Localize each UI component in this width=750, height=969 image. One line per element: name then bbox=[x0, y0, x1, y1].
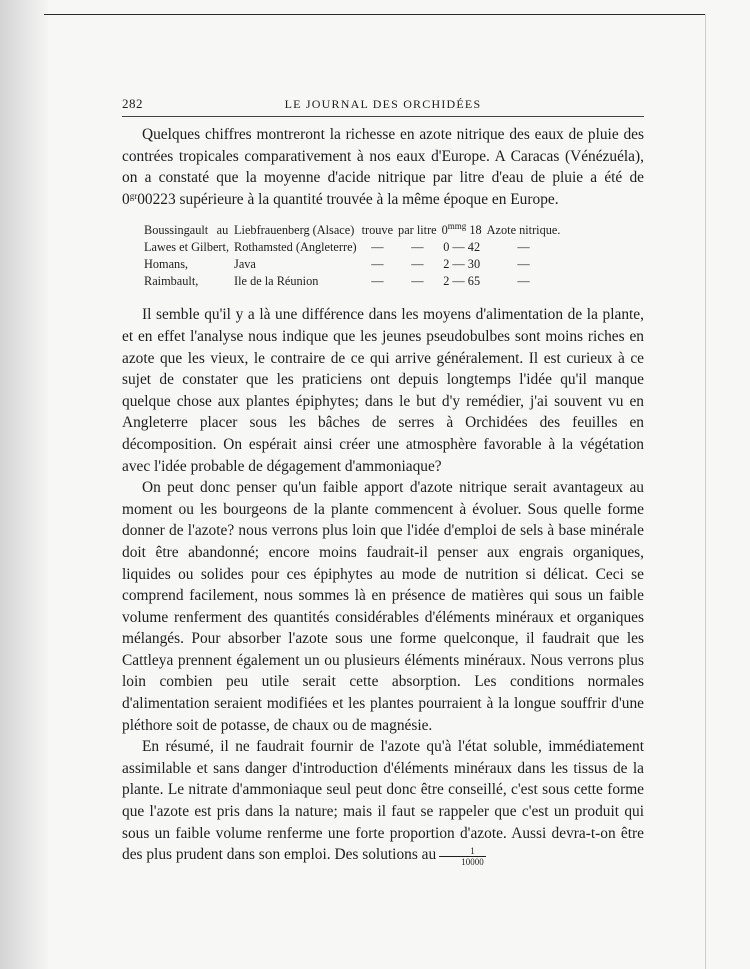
table-row bbox=[144, 222, 565, 239]
table-cell-c1: — bbox=[371, 240, 384, 255]
last-paragraph-text: En résumé, il ne faudrait fournir de l'azote qu'à l'état soluble, immédiatement assimilable et sans danger d'introduction d'éléments minéraux dans les tissus de la plante. Le nitrate d'ammoniaque seul peut donc être conseillé, c'est sous cette forme que l'azote est pris dans la nature; mais il faut se rappeler que c'est un produit qui sous un faible volume renferme une forte proportion d'azote. Aussi devra-t-on être des plus prudent dans son emploi. Des solutions au bbox=[122, 738, 644, 864]
intro-paragraph bbox=[122, 124, 644, 210]
page-body bbox=[122, 124, 644, 867]
body-paragraph: Il semble qu'il y a là une différence dans les moyens d'alimentation de la plante, et en effet l'analyse nous indique que les jeunes pseudobulbes sont moins riches en azote que les vieux, le contraire de ce qui arrive généralement. Il est curieux à ce sujet de constater que les praticiens ont depuis longtemps l'idée qu'il manque quelque chose aux plantes épiphytes; dans le but d'y remédier, j'ai souvent vu en Angleterre placer sous les bâches de serres à Orchidées des feuilles en décomposition. On espérait ainsi créer une atmosphère favorable à la végétation avec l'idée probable de dégagement d'ammoniaque? bbox=[122, 306, 644, 475]
table-cell-value: 0 — 42 bbox=[443, 240, 481, 255]
scan-edge-shadow bbox=[0, 0, 48, 969]
fraction-denominator: 10000 bbox=[461, 857, 484, 868]
scan-right-edge bbox=[705, 14, 706, 969]
body-paragraph: On peut donc penser qu'un faible apport d'azote nitrique serait avantageux au moment ou les bourgeons de la plante commencent à évoluer. Sous quelle forme donner de l'azote? nous verrons plus loin que l'idée d'emploi de sels à base minérale doit être abandonné; encore moins faudrait-il penser aux engrais organiques, liquides ou solides pour ces épiphytes au mode de nutrition si délicat. Ceci se comprend facilement, nous sommes là en présence de matières qui sous un faible volume renferment des quantités considérables d'éléments minéraux et organiques mélangés. Pour absorber l'azote sous une forme quelconque, il faudrait que les Cattleya prennent également un ou plusieurs éléments minéraux. Nous verrons plus loin combien peu utile serait cette absorption. Les conditions normales d'alimentation seraient modifiées et les plantes pourraient à la longue souffrir d'une pléthore soit de potasse, de chaux ou de magnésie. bbox=[122, 479, 644, 734]
table-cell-c4: — bbox=[517, 240, 530, 255]
table-cell-sep: au bbox=[216, 223, 229, 238]
table-cell-place: Rothamsted (Angleterre) bbox=[234, 240, 357, 255]
table-cell-c2: — bbox=[411, 274, 424, 289]
table-cell-value: 2 — 30 bbox=[443, 257, 481, 272]
table-cell-c1: trouve bbox=[361, 223, 394, 238]
intro-text-part1: Quelques chiffres montreront la richesse en azote nitrique des eaux de pluie des contrées tropicales comparativement à nos eaux d'Europe. A Caracas (Vénézuéla), on a constaté que la moyenne d'acide nitrique par litre d'eau de pluie a été de 0 bbox=[122, 126, 644, 208]
fraction bbox=[439, 846, 486, 867]
table-cell-c1: — bbox=[371, 274, 384, 289]
table-cell-value: $0^{mmg}$ 18 bbox=[441, 221, 482, 238]
table-cell-c4: — bbox=[517, 274, 530, 289]
intro-unit: gr bbox=[129, 190, 138, 201]
table-cell-place: Java bbox=[234, 257, 256, 272]
table-cell-c1: — bbox=[371, 257, 384, 272]
table-cell-author: Raimbault, bbox=[144, 274, 199, 289]
table-cell-place: Ile de la Réunion bbox=[234, 274, 319, 289]
intro-text-part2: 00223 supérieure à la quantité trouvée à la même époque en Europe. bbox=[137, 190, 559, 208]
table-cell-c2: — bbox=[411, 240, 424, 255]
table-cell-c2: — bbox=[411, 257, 424, 272]
scan-top-edge bbox=[44, 14, 706, 15]
table-row bbox=[144, 256, 565, 273]
nitrogen-table bbox=[144, 222, 565, 290]
table-cell-author: Homans, bbox=[144, 257, 189, 272]
table-cell-c4: Azote nitrique. bbox=[486, 223, 561, 238]
running-title: LE JOURNAL DES ORCHIDÉES bbox=[284, 97, 482, 111]
body-paragraph bbox=[122, 736, 644, 867]
running-header bbox=[122, 96, 644, 117]
table-cell-author: Boussingault bbox=[144, 223, 209, 238]
table-row bbox=[144, 273, 565, 290]
table-row bbox=[144, 239, 565, 256]
table-cell-c4: — bbox=[517, 257, 530, 272]
table-cell-place: Liebfrauenberg (Alsace) bbox=[234, 223, 355, 238]
fraction-numerator: 1 bbox=[439, 846, 486, 857]
table-cell-c2: par litre bbox=[398, 223, 437, 238]
page-number: 282 bbox=[122, 96, 143, 111]
table-cell-author: Lawes et Gilbert, bbox=[144, 240, 230, 255]
table-cell-value: 2 — 65 bbox=[443, 274, 481, 289]
